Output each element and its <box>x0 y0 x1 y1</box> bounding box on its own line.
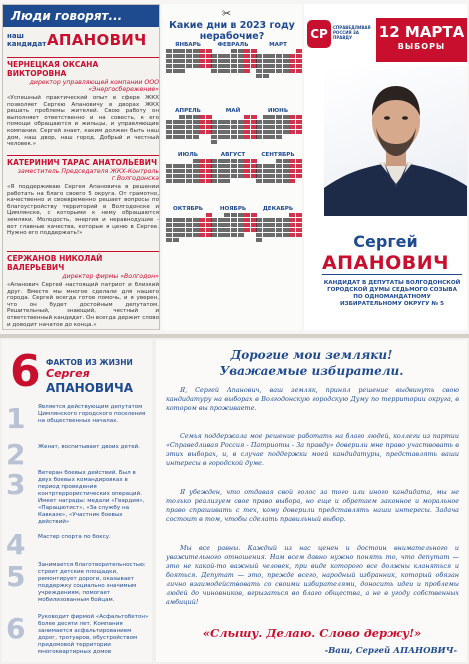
testimonial-role: заместитель Председателя ЖКХ-Контроль г.Волгодонска <box>17 168 159 182</box>
campaign-slogan: «Слышу. Делаю. Слово держу!» <box>202 626 422 640</box>
fact-text: Ветеран боевых действий. Был в двух боевых командировках в период проведения контртеррористических операций. Имеет награды: медали «Гвардия», «Паращютист», «За службу на Кавказе», «Участник боевых действий» <box>38 470 145 525</box>
calendar-month <box>256 152 300 188</box>
fact-item <box>6 402 150 435</box>
calendar-month <box>211 206 255 242</box>
party-logo-text: СПРАВЕДЛИВАЯ РОССИЯ ЗА ПРАВДУ <box>333 25 371 40</box>
calendar-month <box>256 108 300 144</box>
calendar-day-grid <box>166 159 210 188</box>
candidate-description: КАНДИДАТ В ДЕПУТАТЫ ВОЛГОДОНСКОЙ ГОРОДСКОЙ ДУМЫ СЕДЬМОГО СОЗЫВА ПО ОДНОМАНДАТНОМУ ИЗБИРАТЕЛЬНОМУ ОКРУГУ № 5 <box>323 280 461 307</box>
testimonial <box>7 251 159 329</box>
calendar-day-grid <box>166 115 210 144</box>
fact-number: 2 <box>6 438 26 471</box>
testimonial <box>7 155 159 247</box>
calendar-month-name: МАРТ <box>269 42 287 48</box>
fact-number: 1 <box>6 402 26 435</box>
calendar-month <box>166 108 210 144</box>
fact-text: Мастер спорта по боксу. <box>38 534 111 540</box>
candidate-cover <box>304 4 467 330</box>
calendar-month-name: СЕНТЯБРЬ <box>261 152 295 158</box>
calendar-month-name: АВГУСТ <box>220 152 246 158</box>
calendar-month <box>256 42 300 78</box>
calendar-month-name: ИЮЛЬ <box>177 152 199 158</box>
our-candidate-line <box>3 27 159 53</box>
election-label: ВЫБОРЫ <box>397 42 446 51</box>
calendar-month <box>211 108 255 144</box>
facts-heading-line1: ФАКТОВ ИЗ ЖИЗНИ <box>46 358 133 367</box>
fact-number: 3 <box>6 468 26 501</box>
calendar-title: Какие дни в 2023 году нерабочие? <box>169 20 295 42</box>
letter-greeting-2: Уважаемые избиратели. <box>219 364 404 378</box>
facts-number: 6 <box>10 346 41 397</box>
testimonial-role: директор фирмы «Волгодон» <box>62 273 159 280</box>
facts-heading-line3: АПАНОВИЧА <box>46 381 134 395</box>
calendar-month-name: АПРЕЛЬ <box>175 108 201 114</box>
candidate-prefix: наш кандидат <box>7 32 47 48</box>
fact-text: Женат, воспитывает двоих детей. <box>38 444 141 450</box>
calendar-month <box>166 206 210 242</box>
testimonial-quote: «Успешный практический опыт в сфере ЖКХ позволяет Сергею Апановичу в дворах ЖКХ решать проблемы жителей. Свою работу он выполняет ответственно и на совесть, к его помощи обращаются и жильцы, и управляющие компании. Сергей знает, каким должен быть наш дом, наш двор, наш город. Добрый и честный человек.» <box>7 95 159 148</box>
testimonial-quote: «Апанович Сергей настоящий патриот и близкий друг. Вместе мы многое сделали для нашего города. Сергей всегда готов помочь, и я уверен, что он будет достойным депутатом. Решительный, знающий, честный и ответственный кандидат. Он всегда держит слово и доводит начатое до конца.» <box>7 282 159 328</box>
candidate-first-name: Сергей <box>353 232 418 251</box>
facts-heading <box>8 346 150 397</box>
testimonial-quote: «Я поддерживаю Сергея Апановича в решении работать на благо своего 5 округа. От грамотно, качественно и своевременно решает вопросы по благоустройству территорий в Волгодонске и Цимлянске, с которыми к нему обращаются земляки. Молодость, энергия и неравнодушие - вот главные качества, которые я ценю в Сергее. Нужно его поддержать!» <box>7 184 159 237</box>
candidate-last-name: АПАНОВИЧ <box>321 252 450 274</box>
fact-text: Является действующим депутатом Цимлянского городского поселения на общественных началах. <box>38 404 146 424</box>
calendar-month-name: ИЮНЬ <box>267 108 289 114</box>
party-logo: СР <box>307 20 331 48</box>
calendar-month <box>166 42 210 78</box>
letter-greeting-1: Дорогие мои земляки! <box>230 348 393 362</box>
fact-item <box>6 612 150 660</box>
testimonial <box>7 57 159 151</box>
calendar-day-grid <box>166 49 210 78</box>
divider <box>322 274 462 275</box>
calendar-month-name: НОЯБРЬ <box>219 206 247 212</box>
election-date-badge <box>376 18 467 62</box>
calendar-month <box>166 152 210 188</box>
candidate-name-red: АПАНОВИЧ <box>47 31 147 49</box>
facts-heading-line2: Сергея <box>46 367 90 380</box>
fact-text: Занимается благотворительностью: строит детские площадки, ремонтирует дороги, оказывает поддержку социально значимым учреждениям, помогает мобилизованным бойцам. <box>38 562 146 603</box>
fact-number: 4 <box>6 528 26 561</box>
calendar-month-name: ДЕКАБРЬ <box>262 206 294 212</box>
calendar-day-grid <box>256 159 300 188</box>
appeal-letter <box>156 340 467 662</box>
fact-item <box>6 560 150 606</box>
calendar-month-name: ОКТЯБРЬ <box>172 206 204 212</box>
fact-item <box>6 468 150 525</box>
calendar-day-grid <box>166 213 210 242</box>
calendar-day-grid <box>256 49 300 78</box>
letter-paragraph: Семья поддержала мое решение работать на благо людей, коллеги из партии «Справедливая Россия - Патриоты - За правду» доверили мне право участвовать в этих выборах, и, в случае поддержки моей кандидатуры, представлять ваши интересы в городской думе. <box>166 432 459 467</box>
letter-paragraph: Мы все равны. Каждый из нас ценен и достоин внимательного и уважительного отношения. Нам всем давно нужно понять то, что депутат — это не какой-то важный человек, при виде которого все должны кланяться и бояться. Депутат — это, прежде всего, народный избранник, который обязан лично взаимодействовать со своими избирателями, доносить идеи и проблемы людей до чиновников, вгрызаться во благо общества, а не в угоду собственных амбиций! <box>166 544 459 606</box>
calendar-day-grid <box>211 213 255 242</box>
testimonial-role: директор управляющей компании ООО «Энергосбережение» <box>29 79 159 93</box>
testimonial-name: ЧЕРНЕЦКАЯ ОКСАНА ВИКТОРОВНА <box>7 57 159 78</box>
letter-signature: -Ваш, Сергей АПАНОВИЧ- <box>324 646 457 656</box>
calendar-day-grid <box>211 115 255 144</box>
fact-item <box>6 438 150 471</box>
candidate-photo <box>324 66 467 216</box>
fact-text: Руководит фирмой «Асфальтобетон» более десяти лет. Компания занимается асфальтированием дорог, тротуаров, обустройством придомовой территории многоквартирных домов <box>38 614 149 655</box>
letter-paragraph: Я убежден, что отдавая свой голос за того или иного кандидата, мы не только реализуем свое право выбора, но еще и обретаем законное и моральное право спрашивать с тех, кому доверили представлять наши интересы. Задача состоит в том, чтобы сделать правильный выбор. <box>166 488 459 523</box>
calendar-day-grid <box>211 49 255 78</box>
people-say-header: Люди говорят... <box>3 5 159 27</box>
calendar-day-grid <box>256 115 300 144</box>
calendar-panel <box>162 4 302 330</box>
calendar-month-name: ФЕВРАЛЬ <box>217 42 249 48</box>
calendar-day-grid <box>211 159 255 188</box>
calendar-month <box>256 206 300 242</box>
letter-paragraph: Я, Сергей Апанович, ваш земляк, принял решение выдвинуть свою кандидатуру на выборах в Волгодонскую городскую Думу по территории округа, в котором вы проживаете. <box>166 386 459 412</box>
candidate-portrait-icon <box>324 66 467 216</box>
calendar-day-grid <box>256 213 300 242</box>
testimonial-name: СЕРЖАНОВ НИКОЛАЙ ВАЛЕРЬЕВИЧ <box>7 251 159 272</box>
calendar-month-name: ЯНВАРЬ <box>175 42 201 48</box>
fact-item <box>6 528 150 561</box>
calendar-month <box>211 152 255 188</box>
testimonial-name: КАТЕРИНИЧ ТАРАС АНАТОЛЬЕВИЧ <box>7 155 159 167</box>
facts-panel <box>2 340 152 662</box>
fact-number: 5 <box>6 560 26 593</box>
calendar-month <box>211 42 255 78</box>
candidate-name-block <box>304 232 467 274</box>
fact-number: 6 <box>6 612 26 645</box>
calendar-month-name: МАЙ <box>225 108 241 114</box>
scissors-icon: ✂ <box>222 7 232 20</box>
people-say-panel <box>2 4 160 330</box>
election-date: 12 МАРТА <box>378 23 465 41</box>
